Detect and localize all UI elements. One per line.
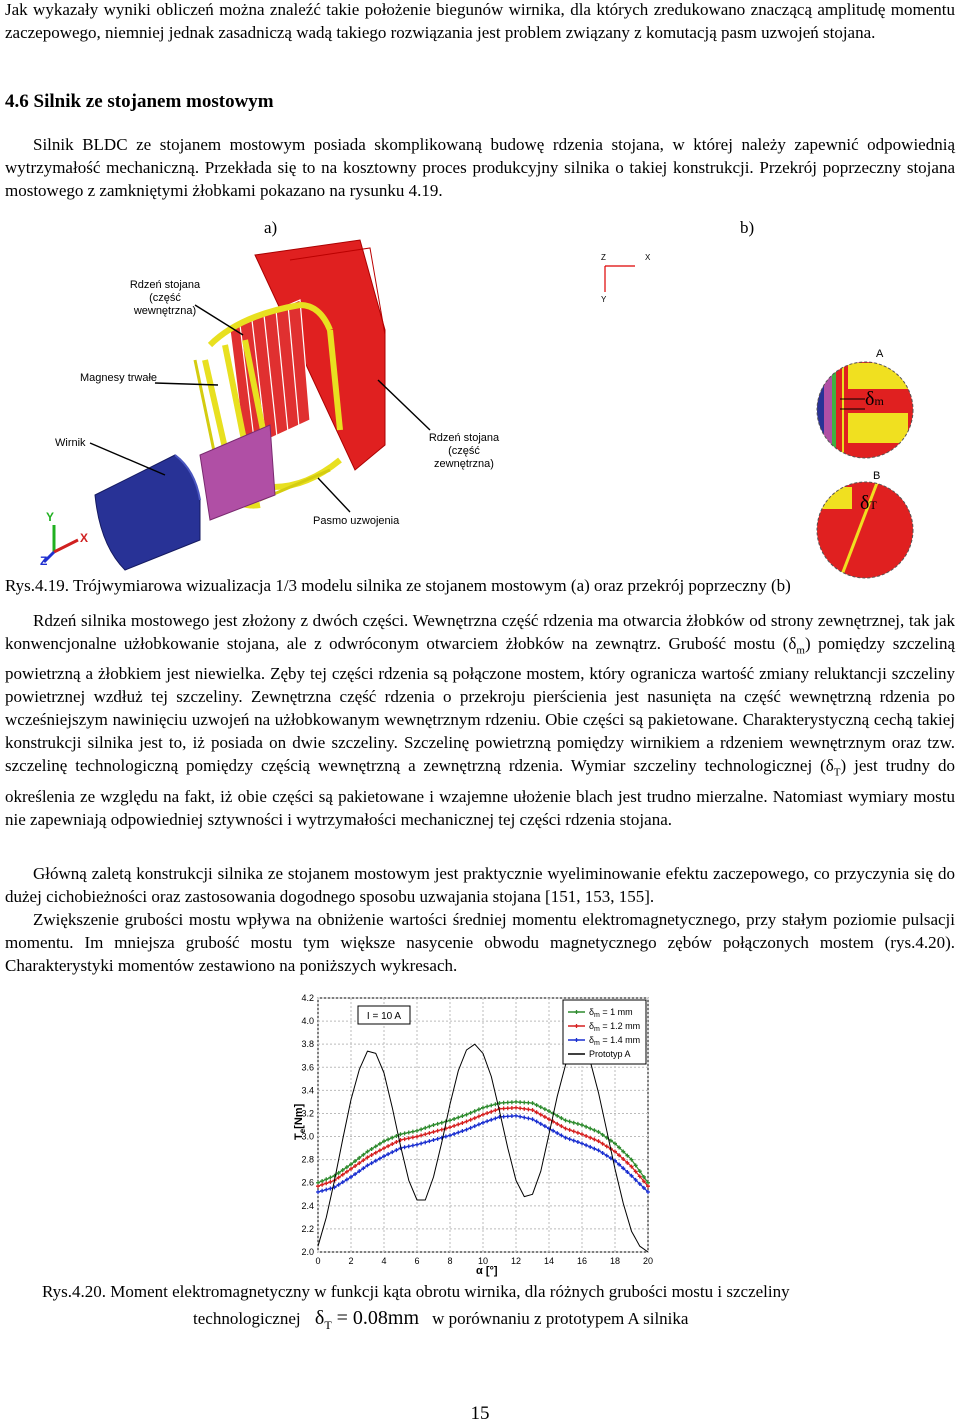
- paragraph-2-sub-m: m: [796, 644, 805, 657]
- callout-rotor: Wirnik: [55, 437, 86, 449]
- y-tick-label: 3.0: [301, 1131, 314, 1142]
- axis-label-b-y: Y: [601, 295, 607, 304]
- callout-winding: Pasmo uzwojenia: [313, 515, 400, 527]
- callout-inner-core-line1: Rdzeń stojana: [129, 279, 201, 291]
- formula-delta: δ: [314, 1307, 325, 1329]
- x-tick-label: 14: [543, 1256, 555, 1266]
- legend-entry: $\delta_m = 1.2$ mm: [589, 1021, 641, 1033]
- detail-b-tech-gap: [810, 475, 920, 580]
- callout-inner-core-line2: (część wewnętrzna): [133, 292, 197, 317]
- delta-t-sub: T: [869, 498, 877, 512]
- x-tick-label: 8: [447, 1256, 453, 1266]
- stator-tooth: [693, 335, 732, 389]
- figure-4-20-caption-line2: [193, 1307, 688, 1337]
- chart-xlabel: α [°]: [476, 1265, 498, 1277]
- torque-chart: [280, 990, 660, 1280]
- axis-label-b-x: X: [645, 253, 651, 262]
- annotation-box: [358, 1006, 410, 1024]
- x-tick-label: 0: [315, 1256, 321, 1266]
- x-tick-label: 16: [576, 1256, 588, 1266]
- x-tick-label: 4: [381, 1256, 387, 1266]
- y-tick-label: 4.2: [301, 993, 314, 1003]
- intro-paragraph: Jak wykazały wyniki obliczeń można znaleźć takie położenie biegunów wirnika, dla których zredukowano znaczącą amplitudę momentu zaczepowego, niemniej jednak zasadniczą wadą takiego rozwiązania jest problem związany z komutacją pasm uzwojeń stojana.: [5, 0, 955, 42]
- y-tick-label: 2.4: [301, 1200, 314, 1211]
- figure-4-20-caption-line1: Rys.4.20. Moment elektromagnetyczny w funkcji kąta obrotu wirnika, dla różnych grubości mostu i szczeliny: [42, 1282, 790, 1301]
- stator-tooth: [758, 397, 809, 443]
- stator-tooth: [613, 309, 635, 362]
- formula-sub: T: [324, 1318, 332, 1332]
- paragraph-1: Silnik BLDC ze stojanem mostowym posiada skomplikowaną budowę rdzenia stojana, w której należy zapewnić odpowiednią wytrzymałość mechaniczną. Przekłada się to na kosztowny proces produkcyjny silnika o takiej konstrukcji. Przekrój poprzeczny stojana mostowego z zamkniętymi żłobkami pokazano na rysunku 4.19.: [5, 135, 955, 200]
- formula: [314, 1307, 424, 1332]
- axis-label-b-z: Z: [601, 253, 606, 262]
- section-title: 4.6 Silnik ze stojanem mostowym: [5, 91, 274, 112]
- y-tick-label: 2.2: [301, 1223, 314, 1234]
- paragraph-2: [5, 609, 955, 831]
- delta-m-symbol: δ: [865, 388, 875, 410]
- figure-4-19-caption: Rys.4.19. Trójwymiarowa wizualizacja 1/3 modelu silnika ze stojanem mostowym (a) oraz przekrój poprzeczny (b): [5, 576, 791, 595]
- callout-inner-core: [118, 279, 212, 318]
- paragraph-3: Główną zaletą konstrukcji silnika ze stojanem mostowym jest praktycznie wyeliminowanie efektu zaczepowego, co przyczynia się do dużej cichobieżności oraz zastosowania dogodnego sposobu uzwajania stojana [151, 153, 155].: [5, 864, 955, 906]
- y-tick-label: 3.4: [301, 1085, 314, 1096]
- page-number: 15: [470, 1403, 490, 1424]
- stator-tooth: [654, 317, 685, 372]
- x-tick-label: 10: [477, 1256, 489, 1266]
- delta-m-label: [865, 388, 884, 411]
- x-tick-label: 18: [609, 1256, 621, 1266]
- legend-entry: Prototyp A: [589, 1049, 631, 1059]
- callout-outer-core-line2: (część zewnętrzna): [434, 445, 494, 470]
- figure-label-a: a): [264, 218, 278, 237]
- chart-ylabel: $T_e[Nm]$: [293, 1103, 307, 1140]
- paragraph-4: Zwiększenie grubości mostu wpływa na obniżenie wartości średniej momentu elektromagnetycznego, przy stałym poziomie pulsacji momentu. Im mniejsza grubość mostu tym większe nasycenie obwodu magnetycznego zębów połączonych mostem (rys.4.20). Charakterystyki momentów zestawiono na poniższych wykresach.: [5, 910, 955, 975]
- stator-tooth: [634, 311, 660, 365]
- stator-tooth: [674, 325, 709, 379]
- formula-rest: = 0.08mm: [336, 1307, 420, 1329]
- paragraph-2-part1: Rdzeń silnika mostowego jest złożony z dwóch części. Wewnętrzna część rdzenia ma otwarcia żłobków od strony zewnętrznej, tak jak konwencjonalne użłobkowanie stojana, ale z odwróconym otwarciem żłobków na zewnątrz. Grubość mostu (δ: [5, 611, 955, 653]
- paragraph-2-part2: ) pomiędzy szczeliną powietrzną a żłobkiem jest niewielka. Zęby tej części rdzenia są połączone mostem, który ogranicza wartość zmiany reluktancji szczeliny powietrznej wzdłuż tej szczeliny. Zewnętrzna część rdzenia o przekroju pierścienia jest nasunięta na część wewnętrzną rdzenia po wcześniejszym nawinięciu uzwojeń na użłobkowanym wewnętrznym rdzeniu. Obie części są pakietowane. Charakterystyczną cechą takiej konstrukcji silnika jest to, iż posiada on dwie szczeliny. Szczelinę powietrzną pomiędzy wirnikiem a rdzeniem wewnętrznym oraz tzw. szczelinę technologiczną pomiędzy częścią wewnętrzną a zewnętrzną rdzenia. Wymiar szczeliny technologicznej (δ: [5, 634, 955, 776]
- detail-label-b: B: [873, 470, 881, 482]
- y-tick-label: 2.6: [301, 1177, 314, 1188]
- x-tick-label: 20: [642, 1256, 654, 1266]
- legend-entry: $\delta_m = 1$ mm: [589, 1007, 633, 1019]
- paragraph-2-sub-t: T: [833, 766, 841, 779]
- section-label-b: B: [748, 342, 755, 353]
- y-tick-label: 2.8: [301, 1154, 314, 1165]
- figure-label-b: b): [740, 218, 755, 237]
- x-tick-label: 6: [414, 1256, 420, 1266]
- annotation-text: I = 10 A: [366, 1011, 402, 1022]
- stator-tooth: [743, 378, 791, 426]
- section-label-a: A: [703, 310, 710, 321]
- caption2-pre: technologicznej: [193, 1309, 301, 1328]
- delta-t-symbol: δ: [860, 492, 870, 514]
- caption2-post: w porównaniu z prototypem A silnika: [432, 1309, 689, 1328]
- delta-t-label: [860, 492, 877, 515]
- x-tick-label: 2: [348, 1256, 354, 1266]
- y-tick-label: 3.2: [301, 1108, 314, 1119]
- delta-m-sub: m: [874, 394, 884, 408]
- detail-label-a: A: [876, 348, 884, 360]
- callout-outer-core: [418, 432, 510, 471]
- axis-label-a-x: X: [80, 531, 89, 545]
- x-tick-label: 12: [510, 1256, 522, 1266]
- stator-tooth: [596, 308, 609, 360]
- stator-tooth: [728, 362, 774, 413]
- axis-label-a-y: Y: [46, 510, 55, 524]
- callout-outer-core-line1: Rdzeń stojana: [428, 432, 500, 444]
- callout-magnets: Magnesy trwałe: [80, 372, 158, 384]
- y-tick-label: 2.0: [301, 1247, 314, 1257]
- y-tick-label: 3.6: [301, 1062, 314, 1073]
- paragraph-2-part3: ) jest trudny do określenia ze względu na fakt, iż obie części są pakietowane i wzajemne ułożenie blach jest trudno mierzalne. Natomiast wymiary mostu nie zapewniają odpowiedniej sztywności i wytrzymałości mechanicznej tej części rdzenia stojana.: [5, 756, 955, 829]
- legend-entry: $\delta_m = 1.4$ mm: [589, 1035, 641, 1047]
- y-tick-label: 4.0: [301, 1016, 314, 1027]
- axis-label-a-z: Z: [40, 554, 48, 568]
- y-tick-label: 3.8: [301, 1039, 314, 1050]
